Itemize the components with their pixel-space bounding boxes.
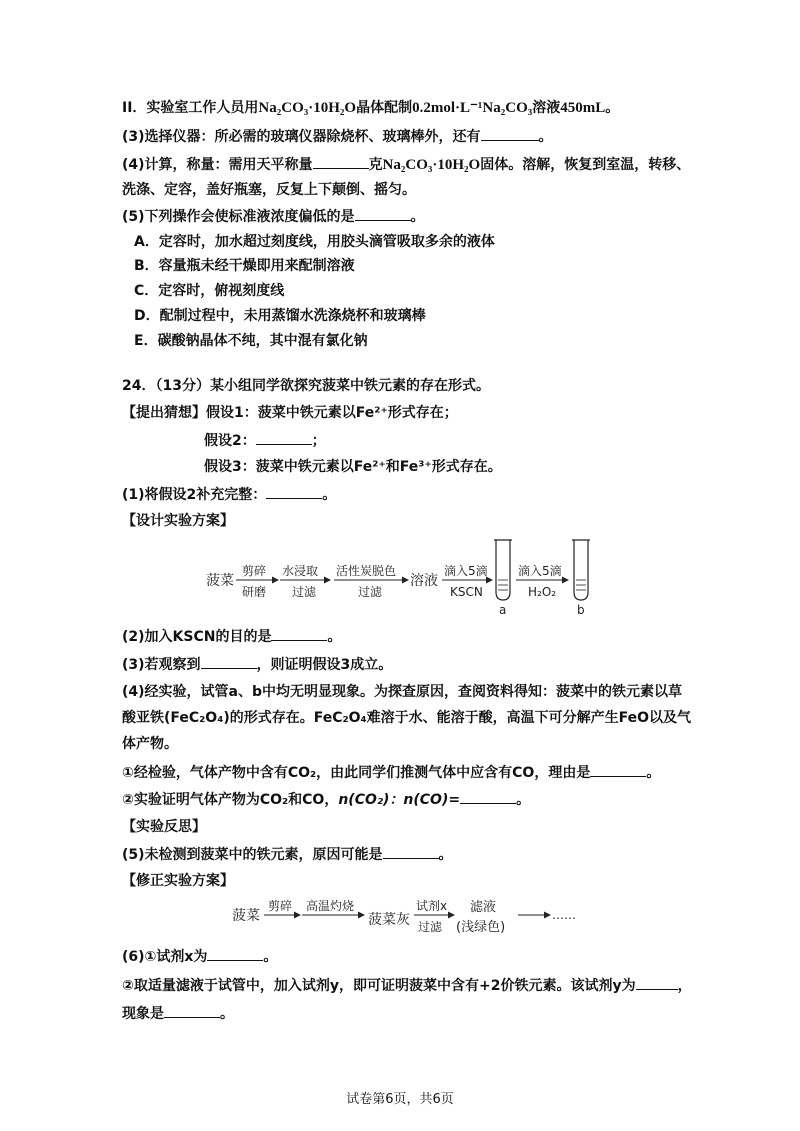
part2-intro: II．实验室工作人员用Na₂CO₃·10H₂O晶体配制0.2mol·L⁻¹Na₂CO₃溶液450mL。 xyxy=(122,100,620,116)
arrow-label: 过滤 xyxy=(418,920,443,934)
arrow-label: H₂O₂ xyxy=(528,585,557,599)
arrow-label: 滴入5滴 xyxy=(518,564,562,578)
hypothesis-2: 假设2： ； xyxy=(204,430,326,451)
answer-blank[interactable] xyxy=(481,126,539,141)
revise-label: 【修正实验方案】 xyxy=(122,873,234,889)
formula: Na₂CO₃·10H₂O xyxy=(258,100,357,116)
flow-end: 滤液 xyxy=(470,900,497,915)
section-label: 【提出猜想】 xyxy=(122,405,206,421)
arrow-label: KSCN xyxy=(450,585,483,599)
answer-blank[interactable] xyxy=(636,975,678,990)
answer-blank[interactable] xyxy=(383,844,439,859)
q24-5: (5)未检测到菠菜中的铁元素，原因可能是 。 xyxy=(122,844,453,865)
option-d: D．配制过程中，未用蒸馏水洗涤烧杯和玻璃棒 xyxy=(134,308,426,324)
q24-4a: ①经检验，气体产物中含有CO₂，由此同学们推测气体中应含有CO，理由是 。 xyxy=(122,762,660,783)
answer-blank[interactable] xyxy=(256,430,312,445)
hypothesis-1: 【提出猜想】假设1：菠菜中铁元素以Fe²⁺形式存在； xyxy=(122,405,458,421)
arrow-label: 滴入5滴 xyxy=(444,564,488,578)
q24-4-line3: 体产物。 xyxy=(122,736,178,752)
option-b: B．容量瓶未经干燥即用来配制溶液 xyxy=(134,258,355,274)
flow-start: 菠菜 xyxy=(232,908,260,924)
answer-blank[interactable] xyxy=(266,484,322,499)
reflect-label: 【实验反思】 xyxy=(122,819,206,835)
tube-label: a xyxy=(499,603,507,616)
flow-step: 过滤 xyxy=(292,585,317,599)
option-c: C．定容时，俯视刻度线 xyxy=(134,283,285,299)
tube-label: b xyxy=(577,603,585,616)
design-label: 【设计实验方案】 xyxy=(122,513,234,529)
flow-mid: 溶液 xyxy=(410,573,438,589)
arrow-label: 研磨 xyxy=(242,585,267,599)
arrow-label: 剪碎 xyxy=(268,899,293,913)
q24-3: (3)若观察到 ，则证明假设3成立。 xyxy=(122,654,392,675)
q24-4-line1: (4)经实验，试管a、b中均无明显现象。为探查原因，查阅资料得知：菠菜中的铁元素以草 xyxy=(122,684,683,700)
q24-4b: ②实验证明气体产物为CO₂和CO，n(CO₂)：n(CO)= 。 xyxy=(122,789,530,810)
arrow-label: 试剂x xyxy=(416,899,448,913)
answer-blank[interactable] xyxy=(271,626,327,641)
flow-step: 水浸取 xyxy=(282,564,319,578)
answer-blank[interactable] xyxy=(201,654,257,669)
flow-continue: …… xyxy=(552,908,576,922)
flow-start: 菠菜 xyxy=(206,573,234,589)
answer-blank[interactable] xyxy=(313,154,369,169)
flow-step: 过滤 xyxy=(358,585,383,599)
part2-q3: (3)选择仪器：所必需的玻璃仪器除烧杯、玻璃棒外，还有 。 xyxy=(122,126,553,147)
arrow-label: 高温灼烧 xyxy=(306,899,355,913)
answer-blank[interactable] xyxy=(207,946,263,961)
option-a: A．定容时，加水超过刻度线，用胶头滴管吸取多余的液体 xyxy=(134,234,495,250)
arrow-label: 剪碎 xyxy=(242,564,267,578)
q24-4-line2: 酸亚铁(FeC₂O₄)的形式存在。FeC₂O₄难溶于水、能溶于酸，高温下可分解产生FeO以及气 xyxy=(122,710,692,726)
revised-flow-diagram xyxy=(230,894,590,944)
experiment-flow-diagram xyxy=(200,536,620,616)
option-e: E．碳酸钠晶体不纯，其中混有氯化钠 xyxy=(134,333,368,349)
q24-2: (2)加入KSCN的目的是 。 xyxy=(122,626,341,647)
flow-mid: 菠菜灰 xyxy=(368,912,410,928)
answer-blank[interactable] xyxy=(164,1003,220,1018)
answer-blank[interactable] xyxy=(460,789,516,804)
flow-end-note: (浅绿色) xyxy=(456,920,506,935)
volume: 450mL xyxy=(560,100,606,116)
q24-6b-line2: 现象是 。 xyxy=(122,1003,234,1024)
q24-title: 24．（13分）某小组同学欲探究菠菜中铁元素的存在形式。 xyxy=(122,378,490,394)
q24-6b-line1: ②取适量滤液于试管中，加入试剂y，即可证明菠菜中含有+2价铁元素。该试剂y为 ， xyxy=(122,975,692,996)
formula: Na₂CO₃·10H₂O xyxy=(382,157,481,173)
answer-blank[interactable] xyxy=(355,206,411,221)
part2-q5: (5)下列操作会使标准液浓度偏低的是 。 xyxy=(122,206,425,227)
page-footer: 试卷第6页，共6页 xyxy=(346,1092,454,1107)
part2-q4-line2: 洗涤、定容，盖好瓶塞，反复上下颠倒、摇匀。 xyxy=(122,182,416,198)
q24-1: (1)将假设2补充完整： 。 xyxy=(122,484,336,505)
answer-blank[interactable] xyxy=(590,762,646,777)
q24-6a: (6)①试剂x为 。 xyxy=(122,946,277,967)
part2-q4: (4)计算，称量：需用天平称量 克Na₂CO₃·10H₂O固体。溶解，恢复到室温，转移、 xyxy=(122,154,690,175)
flow-step: 活性炭脱色 xyxy=(336,564,397,578)
hypothesis-3: 假设3：菠菜中铁元素以Fe²⁺和Fe³⁺形式存在。 xyxy=(204,459,502,475)
test-tube-a-icon xyxy=(494,540,512,600)
concentration: 0.2mol·L⁻¹Na₂CO₃ xyxy=(412,100,533,116)
test-tube-b-icon xyxy=(572,540,590,600)
